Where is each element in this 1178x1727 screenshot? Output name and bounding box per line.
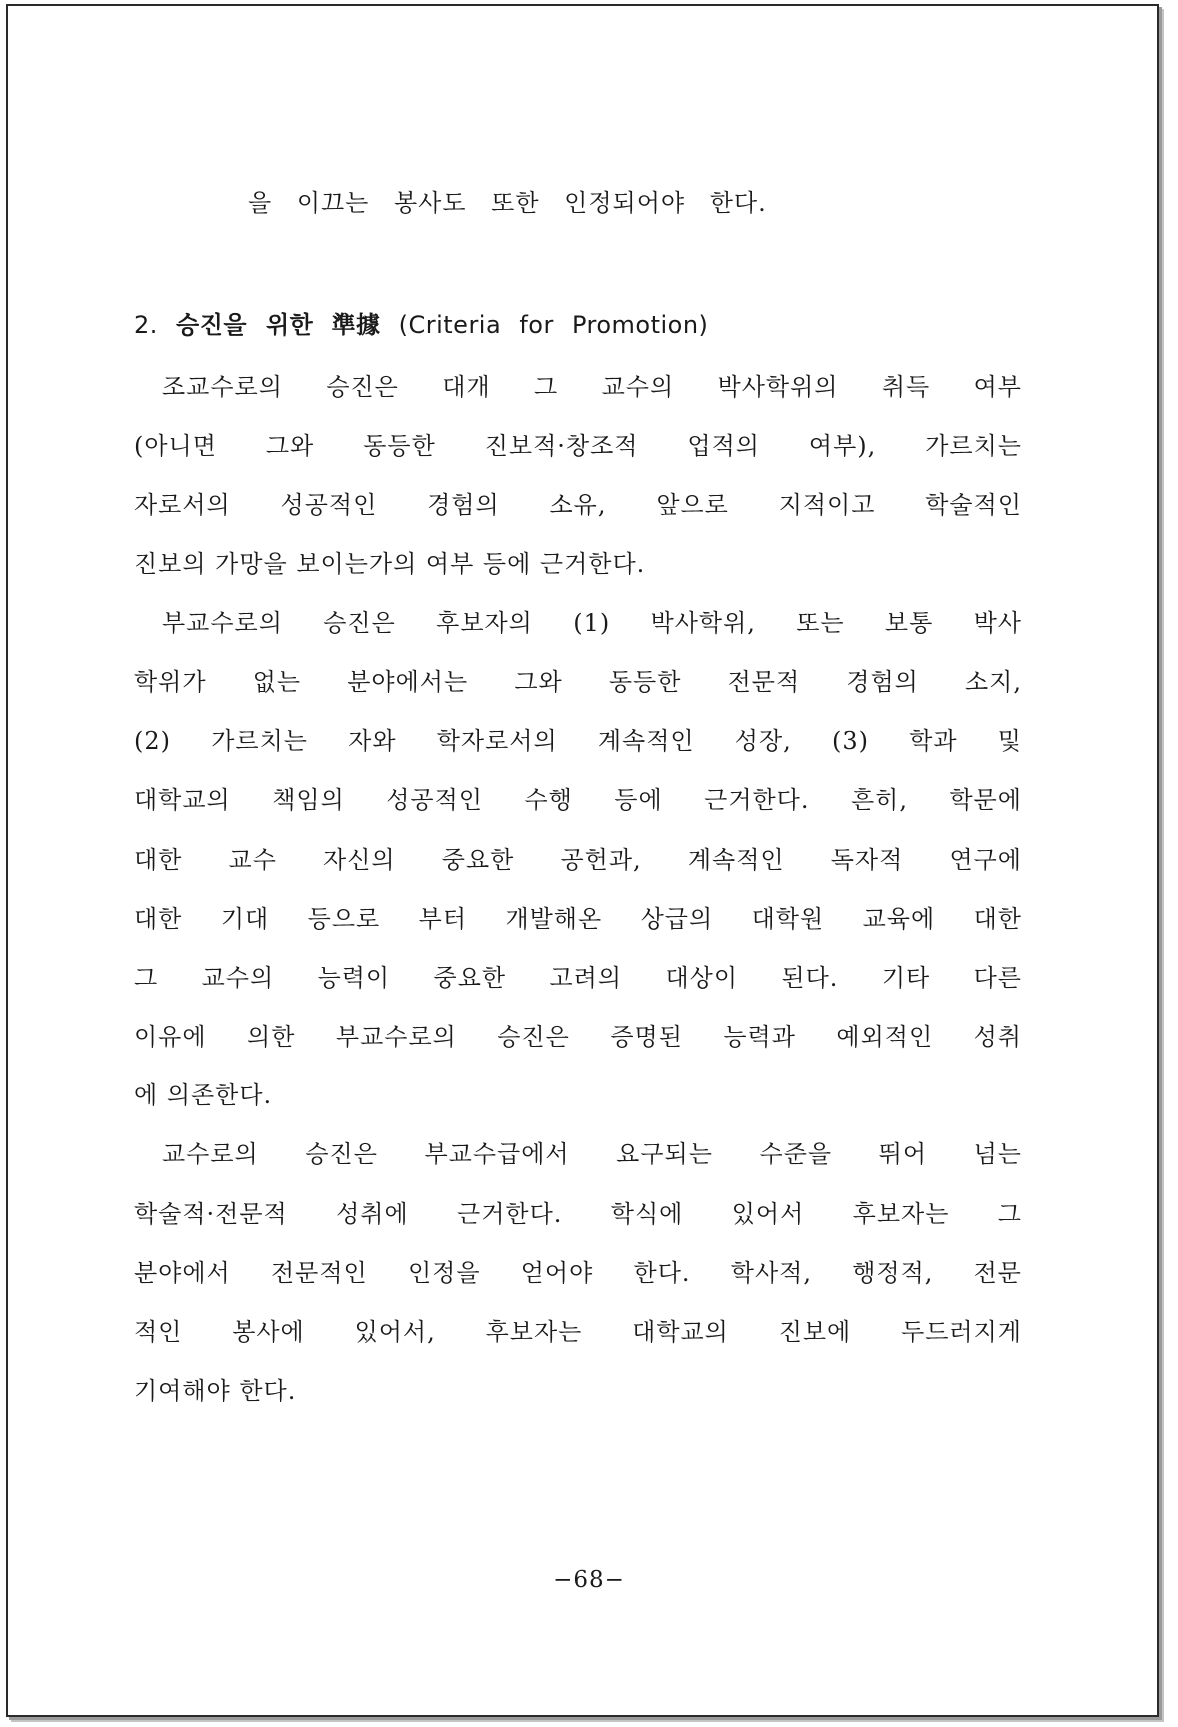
text-line: 기여해야 한다. [134,1377,297,1405]
continuation-line: 을 이끄는 봉사도 또한 인정되어야 한다. [248,189,767,217]
section-number: 2. [134,311,158,339]
text-line: 에 의존한다. [134,1081,273,1109]
text-line: 대한 기대 등으로 부터 개발해온 상급의 대학원 교육에 대한 [134,905,1022,933]
text-line: 진보의 가망을 보이는가의 여부 등에 근거한다. [134,550,646,578]
text-line: 이유에 의한 부교수로의 승진은 증명된 능력과 예외적인 성취 [134,1023,1022,1051]
page-number: −68− [553,1567,625,1593]
section-heading [134,308,708,342]
text-line: (2) 가르치는 자와 학자로서의 계속적인 성장, (3) 학과 및 [134,727,1022,755]
section-title-hanja: 準據 [331,310,381,339]
text-line: 대학교의 책임의 성공적인 수행 등에 근거한다. 흔히, 학문에 [134,786,1022,814]
section-title-korean: 승진을 위한 [176,311,314,339]
text-line: 대한 교수 자신의 중요한 공헌과, 계속적인 독자적 연구에 [134,846,1022,874]
text-line: 조교수로의 승진은 대개 그 교수의 박사학위의 취득 여부 [162,373,1022,401]
text-line: 학술적·전문적 성취에 근거한다. 학식에 있어서 후보자는 그 [134,1200,1022,1228]
text-line: 그 교수의 능력이 중요한 고려의 대상이 된다. 기타 다른 [134,964,1022,992]
section-title-english: (Criteria for Promotion) [398,311,709,339]
text-line: 자로서의 성공적인 경험의 소유, 앞으로 지적이고 학술적인 [134,491,1022,519]
text-line: 교수로의 승진은 부교수급에서 요구되는 수준을 뛰어 넘는 [162,1140,1022,1168]
text-line: (아니면 그와 동등한 진보적·창조적 업적의 여부), 가르치는 [134,432,1022,460]
text-line: 부교수로의 승진은 후보자의 (1) 박사학위, 또는 보통 박사 [162,609,1022,637]
text-line: 적인 봉사에 있어서, 후보자는 대학교의 진보에 두드러지게 [134,1318,1022,1346]
text-line: 분야에서 전문적인 인정을 얻어야 한다. 학사적, 행정적, 전문 [134,1259,1022,1287]
text-line: 학위가 없는 분야에서는 그와 동등한 전문적 경험의 소지, [134,668,1022,696]
